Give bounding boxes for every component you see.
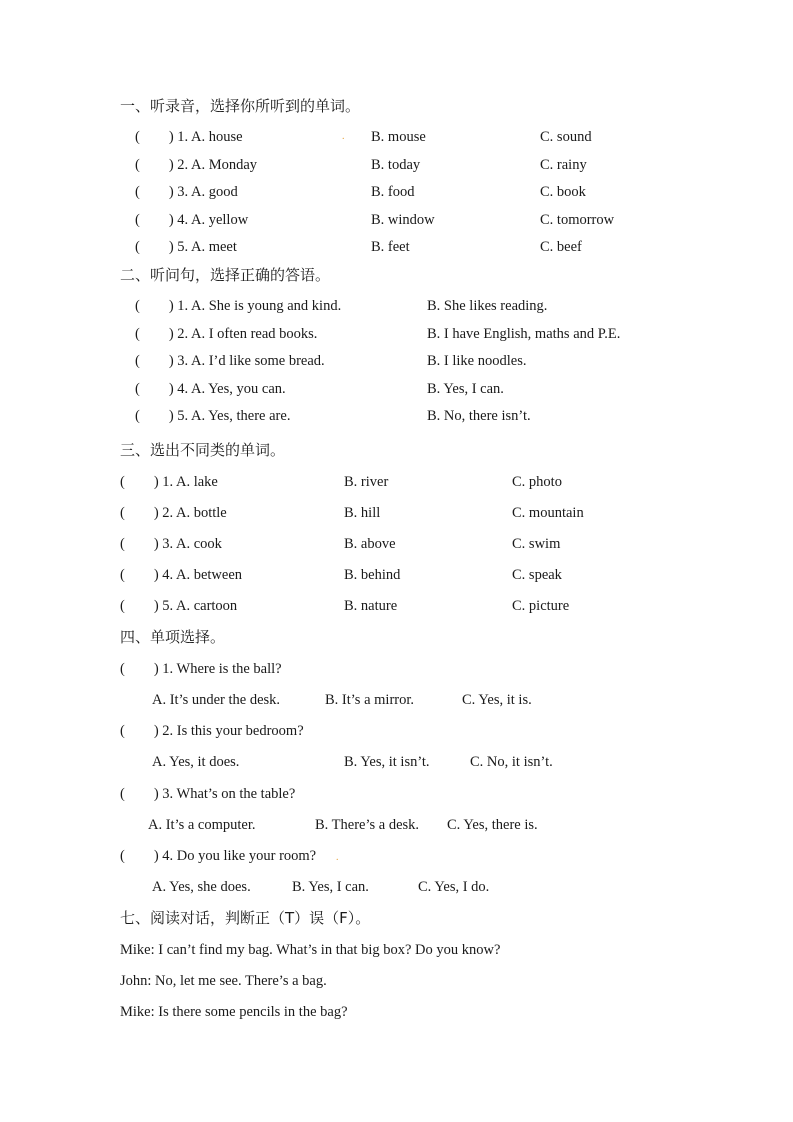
s2-q3: ( ) 3. A. I’d like some bread. (135, 353, 325, 369)
s3-q3: ( ) 3. A. cook (120, 536, 222, 552)
s4-q2-a: A. Yes, it does. (152, 754, 240, 770)
s2-q2: ( ) 2. A. I often read books. (135, 326, 318, 342)
s2-q3-b: B. I like noodles. (427, 353, 527, 369)
section3-title: 三、选出不同类的单词。 (120, 441, 286, 459)
s2-q4-b: B. Yes, I can. (427, 381, 504, 397)
s1-q5-c: C. beef (540, 239, 582, 255)
s3-q3-c: C. swim (512, 536, 561, 552)
s1-q5: ( ) 5. A. meet (135, 239, 237, 255)
s3-q2: ( ) 2. A. bottle (120, 505, 227, 521)
s1-q2-c: C. rainy (540, 157, 587, 173)
dialogue-line-3: Mike: Is there some pencils in the bag? (120, 1004, 348, 1020)
s1-q4-c: C. tomorrow (540, 212, 615, 228)
s3-q2-b: B. hill (344, 505, 381, 521)
s3-q2-c: C. mountain (512, 505, 584, 521)
s2-q1: ( ) 1. A. She is young and kind. (135, 298, 342, 314)
s3-q1-c: C. photo (512, 474, 562, 490)
s4-q2-b: B. Yes, it isn’t. (344, 754, 430, 770)
section4-title: 四、单项选择。 (120, 628, 226, 646)
s4-q1: ( ) 1. Where is the ball? (120, 661, 282, 677)
s4-q2-c: C. No, it isn’t. (470, 754, 553, 770)
stray-mark: . (342, 131, 345, 142)
s2-q5-b: B. No, there isn’t. (427, 408, 531, 424)
s3-q3-b: B. above (344, 536, 396, 552)
section7-title: 七、阅读对话，判断正（T）误（F）。 (120, 909, 371, 927)
s3-q1-b: B. river (344, 474, 389, 490)
section1-title: 一、听录音，选择你所听到的单词。 (120, 97, 361, 115)
s3-q5: ( ) 5. A. cartoon (120, 598, 238, 614)
s1-q1-c: C. sound (540, 129, 592, 145)
s3-q4-c: C. speak (512, 567, 562, 583)
s2-q5: ( ) 5. A. Yes, there are. (135, 408, 291, 424)
s3-q4-b: B. behind (344, 567, 401, 583)
s4-q3-a: A. It’s a computer. (148, 817, 256, 833)
s1-q3-b: B. food (371, 184, 415, 200)
s4-q2: ( ) 2. Is this your bedroom? (120, 723, 304, 739)
s3-q5-c: C. picture (512, 598, 570, 614)
s4-q3-b: B. There’s a desk. (315, 817, 420, 833)
s3-q1: ( ) 1. A. lake (120, 474, 218, 490)
s1-q3: ( ) 3. A. good (135, 184, 238, 200)
s1-q2-b: B. today (371, 157, 421, 173)
s2-q4: ( ) 4. A. Yes, you can. (135, 381, 286, 397)
s2-q2-b: B. I have English, maths and P.E. (427, 326, 621, 342)
section2-title: 二、听问句，选择正确的答语。 (120, 266, 331, 284)
s2-q1-b: B. She likes reading. (427, 298, 548, 314)
s4-q3: ( ) 3. What’s on the table? (120, 786, 296, 802)
s1-q1-b: B. mouse (371, 129, 426, 145)
s4-q4-b: B. Yes, I can. (292, 879, 369, 895)
s1-q4: ( ) 4. A. yellow (135, 212, 249, 228)
s4-q4-a: A. Yes, she does. (152, 879, 251, 895)
stray-mark-2: . (336, 852, 339, 863)
s4-q1-a: A. It’s under the desk. (152, 692, 281, 708)
s1-q1: ( ) 1. A. house (135, 129, 243, 145)
s1-q4-b: B. window (371, 212, 435, 228)
s1-q3-c: C. book (540, 184, 586, 200)
s1-q2: ( ) 2. A. Monday (135, 157, 258, 173)
dialogue-line-1: Mike: I can’t find my bag. What’s in that big box? Do you know? (120, 942, 501, 958)
s4-q1-b: B. It’s a mirror. (325, 692, 415, 708)
s3-q5-b: B. nature (344, 598, 398, 614)
s1-q5-b: B. feet (371, 239, 410, 255)
s4-q1-c: C. Yes, it is. (462, 692, 532, 708)
s4-q4: ( ) 4. Do you like your room? (120, 848, 317, 864)
s3-q4: ( ) 4. A. between (120, 567, 243, 583)
dialogue-line-2: John: No, let me see. There’s a bag. (120, 973, 327, 989)
s4-q4-c: C. Yes, I do. (418, 879, 490, 895)
s4-q3-c: C. Yes, there is. (447, 817, 538, 833)
